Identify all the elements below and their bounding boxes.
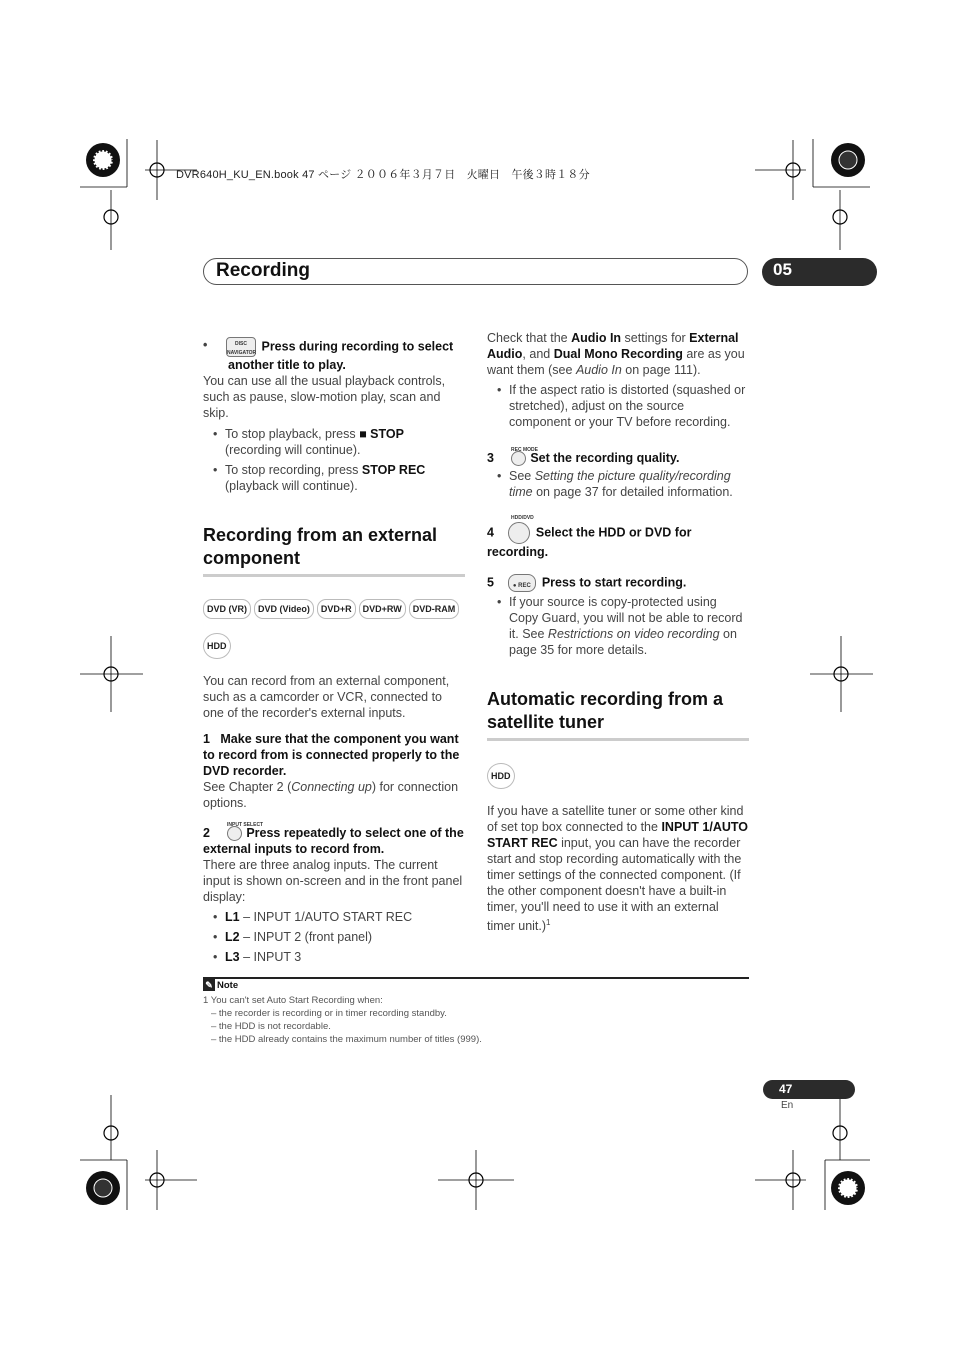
step-2 [203, 822, 465, 857]
disc-navigator-label: DISC NAVIGATOR [227, 341, 257, 356]
note-line: – the HDD already contains the maximum number of titles (999). [211, 1034, 482, 1045]
page-title: Recording [216, 260, 310, 281]
step-5-number: 5 [487, 575, 494, 590]
check-audio-para [487, 330, 749, 378]
disc-icon-dvd-plus-r: DVD+R [317, 599, 356, 619]
stop-pre: To stop playback, press [225, 427, 360, 441]
check-pre: Check that the [487, 331, 572, 345]
disc-icon-dvd-plus-rw: DVD+RW [359, 599, 406, 619]
stoprec-post: (playback will continue). [225, 479, 358, 493]
step-5-bullet [497, 594, 749, 658]
step-4-number: 4 [487, 525, 494, 540]
step-1-italic: Connecting up [291, 780, 372, 794]
satellite-para [487, 803, 749, 934]
hdd-icon: HDD [487, 763, 515, 789]
step-3-post: on page 37 for detailed information. [532, 485, 733, 500]
step-3-bullet [497, 468, 749, 500]
input-value: – INPUT 1/AUTO START REC [239, 910, 413, 925]
step-2-text: There are three analog inputs. The current input is shown on-screen and in the front panel display: [203, 858, 463, 905]
input-select-label: INPUT SELECT [227, 822, 264, 828]
footnote-ref: 1 [546, 918, 551, 928]
section-heading-external: Recording from an external component [203, 524, 465, 577]
stoprec-pre: To stop recording, press [225, 463, 362, 477]
step-3-pre: See [509, 469, 535, 484]
disc-type-icons [203, 599, 465, 619]
step-5-post: on page 35 for more details. [509, 627, 737, 658]
check-post: on page 111). [621, 363, 701, 377]
step-1-post: ) for connection options. [203, 780, 459, 810]
rec-mode-label: REC MODE [511, 447, 538, 453]
sat-post: input, you can have the recorder start and stop recording automatically with the timer settings of the connected component. (If the other component doesn't have a built-in timer, you'll need to use it with an external timer unit.) [487, 836, 742, 934]
stop-button-label: ■ STOP [359, 427, 404, 441]
disc-icon-dvd-video: DVD (Video) [254, 599, 314, 619]
note-label: Note [217, 980, 239, 991]
hdd-icon: HDD [203, 633, 231, 659]
input-value: – INPUT 3 [239, 950, 302, 965]
input-value: – INPUT 2 (front panel) [239, 930, 373, 945]
note-line: 1 You can't set Auto Start Recording when: [203, 995, 383, 1006]
note-line: – the recorder is recording or in timer recording standby. [211, 1008, 447, 1019]
check-mid1: settings for [621, 331, 690, 345]
intro-bullet-text: Press during recording to select another title to play. [228, 339, 454, 372]
external-audio: External Audio [487, 331, 739, 361]
stop-post: (recording will continue). [225, 443, 361, 457]
note-block [203, 979, 749, 1046]
step-3 [487, 447, 749, 466]
step-5-italic: Restrictions on video recording [547, 627, 720, 642]
note-pencil-icon: ✎ [203, 979, 215, 991]
input-key: L2 [225, 930, 240, 945]
chapter-badge: 05 [762, 258, 877, 286]
step-3-italic: Setting the picture quality/recording time [509, 469, 731, 500]
file-header: DVR640H_KU_EN.book 47 ページ ２００６年３月７日 火曜日 午後３時１８分 [176, 169, 590, 181]
step-1-number: 1 [203, 732, 210, 746]
intro-bullet [203, 337, 465, 373]
disc-navigator-button-icon [226, 337, 256, 357]
section-heading-satellite: Automatic recording from a satellite tuner [487, 688, 749, 741]
step-1-title: Make sure that the component you want to record from is connected properly to the DVD recorder. [203, 732, 460, 778]
note-line: – the HDD is not recordable. [211, 1021, 331, 1032]
check-mid2: , and [522, 347, 554, 361]
aspect-bullet: • If the aspect ratio is distorted (squashed or stretched), adjust on the source component or your TV before recording. [497, 382, 749, 430]
audio-in: Audio In [571, 331, 622, 345]
right-column [487, 330, 749, 934]
input-item [213, 909, 465, 925]
input-item [213, 949, 465, 965]
intro-text: You can use all the usual playback controls, such as pause, slow-motion play, scan and skip. [203, 374, 446, 420]
step-4-title: Select the HDD or DVD for recording. [487, 525, 692, 560]
input-key: L3 [225, 950, 240, 965]
note-heading [203, 979, 749, 992]
left-column [203, 337, 465, 965]
disc-icon-dvd-ram: DVD-RAM [409, 599, 460, 619]
language-code: En [781, 1100, 794, 1111]
rec-button-icon [508, 574, 536, 592]
external-para: You can record from an external component, such as a camcorder or VCR, connected to one of the recorder's external inputs. [203, 674, 450, 720]
stop-bullet [213, 426, 465, 458]
step-4 [487, 515, 749, 560]
step-3-number: 3 [487, 451, 494, 465]
input-item [213, 929, 465, 945]
step-3-title: Set the recording quality. [530, 451, 680, 465]
disc-icon-dvd-vr: DVD (VR) [203, 599, 251, 619]
step-5 [487, 574, 749, 592]
rec-label: ● REC [512, 583, 531, 590]
page-number-badge: 47 [763, 1080, 855, 1099]
step-1-pre: See Chapter 2 ( [203, 780, 292, 794]
stoprec-button-label: STOP REC [361, 463, 426, 477]
step-1 [203, 731, 465, 779]
input-list [213, 909, 465, 965]
dual-mono: Dual Mono Recording [553, 347, 683, 361]
input-key: L1 [225, 910, 240, 925]
sat-bold: INPUT 1/AUTO START REC [487, 820, 749, 851]
audio-in-italic: Audio In [575, 363, 622, 377]
step-1-text [203, 779, 465, 811]
step-5-title: Press to start recording. [541, 575, 687, 590]
hdd-dvd-label: HDD/DVD [511, 515, 534, 522]
sat-pre: If you have a satellite tuner or some other kind of set top box connected to the [487, 804, 744, 835]
step-2-title: Press repeatedly to select one of the external inputs to record from. [203, 826, 464, 857]
step-2-number: 2 [203, 826, 210, 840]
step-5-pre: If your source is copy-protected using Copy Guard, you will not be able to record it. See [509, 595, 743, 642]
check-mid3: are as you want them (see [487, 347, 745, 377]
stoprec-bullet [213, 462, 465, 494]
